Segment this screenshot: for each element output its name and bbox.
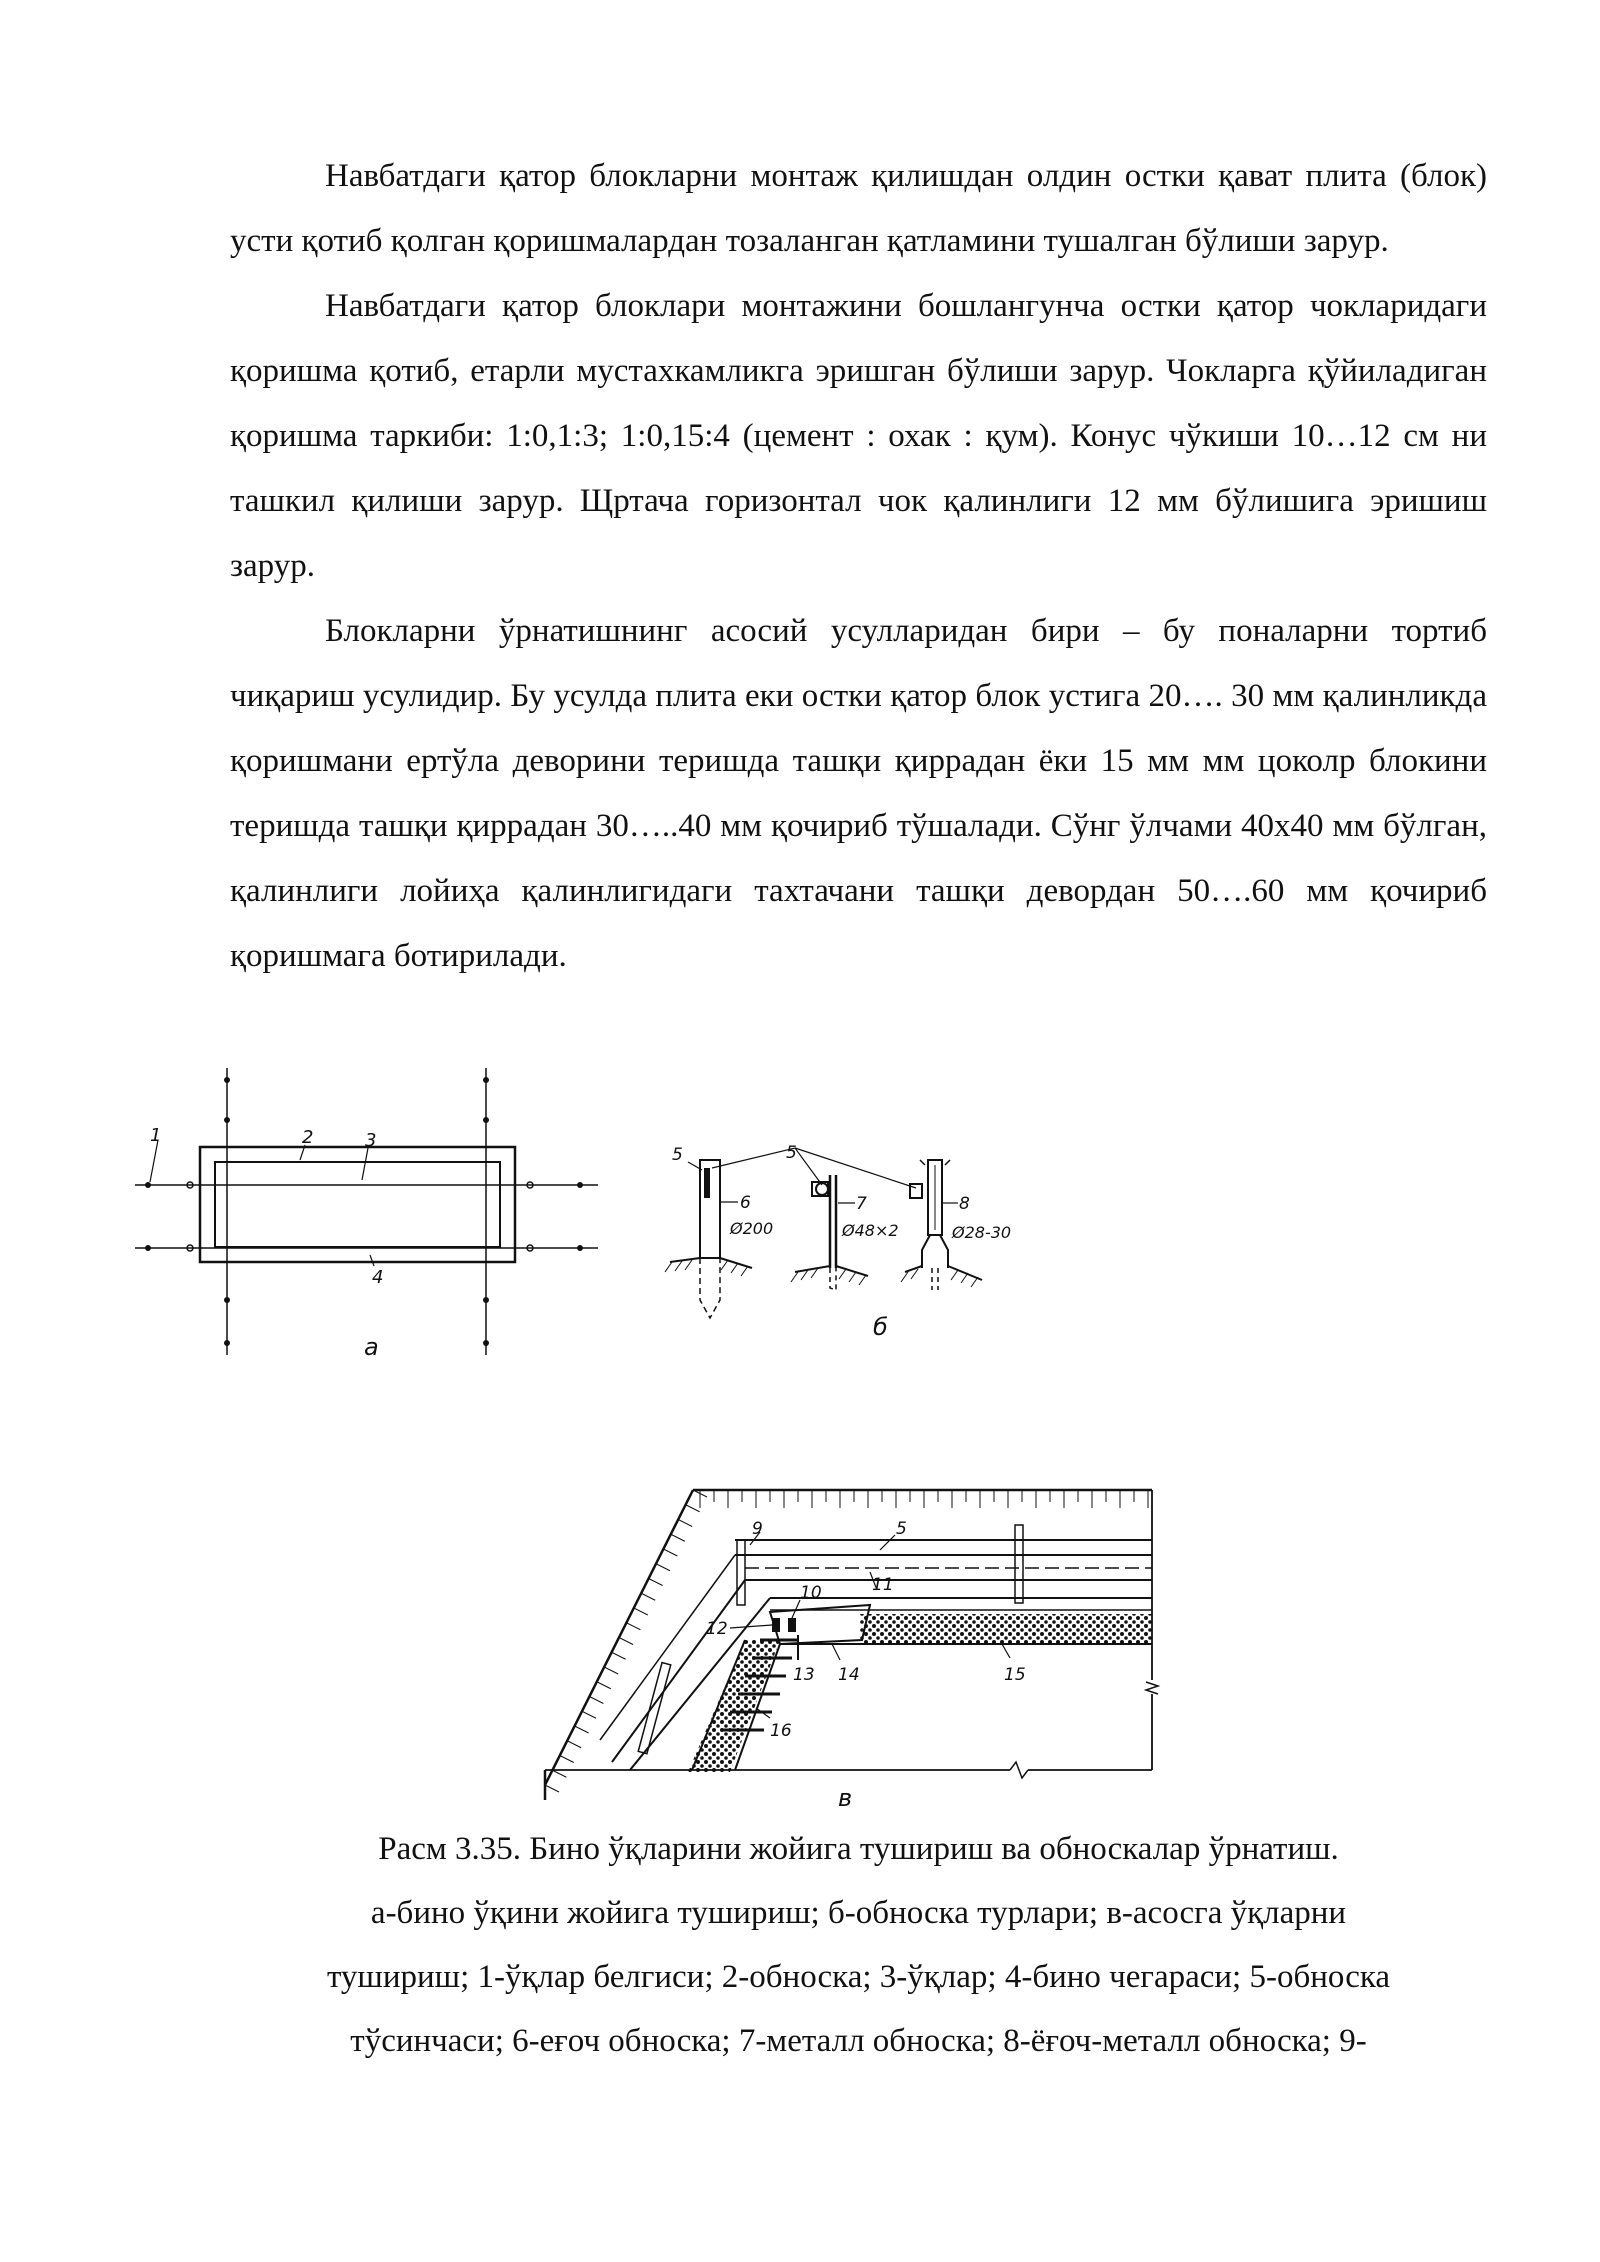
batter-board-outline — [200, 1147, 515, 1262]
label-a-2: 2 — [302, 1127, 314, 1148]
caption-line-1: Расм 3.35. Бино ўқларини жойига тушириш ва обноскалар ўрнатиш. — [378, 1831, 1339, 1867]
label-c-10: 10 — [800, 1583, 822, 1603]
building-boundary — [215, 1162, 500, 1247]
dim-b-woodmetal: Ø28-30 — [952, 1223, 1012, 1242]
label-a-3: 3 — [365, 1130, 377, 1151]
label-c-15: 15 — [1004, 1665, 1026, 1685]
paragraph-1: Навбатдаги қатор блокларни монтаж қилишдан олдин остки қават плита (блок) усти қотиб қолган қоришмалардан тозаланган қатламини тушалган бўлиши зарур. — [230, 158, 1487, 259]
label-c-5: 5 — [896, 1519, 907, 1539]
figure-caption — [230, 1817, 1487, 2073]
leader-4 — [370, 1255, 374, 1266]
caption-line-2: а-бино ўқини жойига тушириш; б-обноска турлари; в-асосга ўқларни — [370, 1895, 1347, 1931]
paragraph-3: Блокларни ўрнатишнинг асосий усулларидан бири – бу поналарни тортиб чиқариш усулидир. Бу усулда плита еки остки қатор блок устига 20…. 30 мм қалинликда қоришмани ертўла деворини теришда ташқи қиррадан ёки 15 мм мм цоколр блокини теришда ташқи қиррадан 30…..40 мм қочириб тўшалади. Сўнг ўлчами 40х40 мм бўлган, қалинлиги лойиҳа қалинлигидаги тахтачани ташқи девордан 50….60 мм қочириб қоришмага ботирилади. — [230, 613, 1487, 974]
sublabel-b: б — [873, 1313, 888, 1341]
label-b-6: 6 — [740, 1193, 751, 1213]
axis-marks — [145, 1077, 583, 1346]
post-underground — [700, 1258, 720, 1318]
label-a-4: 4 — [372, 1267, 384, 1288]
caption-line-4: тўсинчаси; 6-еғоч обноска; 7-металл обноска; 8-ёғоч-металл обноска; 9- — [350, 2023, 1367, 2059]
side-hatching — [545, 1490, 707, 1792]
label-c-14: 14 — [838, 1665, 860, 1685]
leader-3 — [362, 1148, 368, 1180]
label-c-13: 13 — [793, 1665, 815, 1685]
dim-b-metal: Ø48×2 — [842, 1221, 899, 1240]
dim-b-wood: Ø200 — [730, 1219, 774, 1238]
label-c-16: 16 — [770, 1721, 792, 1741]
label-b-5b: 5 — [786, 1143, 797, 1163]
sublabel-a: а — [364, 1333, 379, 1361]
label-c-9: 9 — [752, 1519, 763, 1539]
paragraph-2: Навбатдаги қатор блоклари монтажини бошлангунча остки қатор чокларидаги қоришма қотиб, етарли мустахкамликга эришган бўлиши зарур. Чокларга қўйиладиган қоришма таркиби: 1:0,1:3; 1:0,15:4 (цемент : охак : қум). Конус чўкиши 10…12 см ни ташкил қилиши зарур. Щртача горизонтал чок қалинлиги 12 мм бўлишига эришиш зарур. — [230, 288, 1487, 584]
figure-b-batter-board-types — [665, 1143, 1011, 1341]
caption-line-3: тушириш; 1-ўқлар белгиси; 2-обноска; 3-ўқлар; 4-бино чегараси; 5-обноска — [326, 1959, 1391, 1995]
leader-1 — [150, 1140, 158, 1182]
sublabel-c: в — [838, 1784, 853, 1812]
axis-rings — [187, 1182, 533, 1251]
label-c-11: 11 — [872, 1575, 894, 1595]
label-c-12: 12 — [706, 1619, 728, 1639]
label-b-8: 8 — [959, 1194, 970, 1214]
soil-hatch-3 — [901, 1269, 978, 1287]
label-b-7: 7 — [856, 1194, 867, 1214]
label-b-5a: 5 — [672, 1145, 683, 1165]
figure-c-foundation-axes — [545, 1490, 1158, 1812]
label-a-1: 1 — [150, 1125, 162, 1146]
top-hatching — [700, 1490, 1148, 1508]
figure-a-axes-layout — [135, 1068, 598, 1361]
string-line-1 — [712, 1148, 822, 1185]
